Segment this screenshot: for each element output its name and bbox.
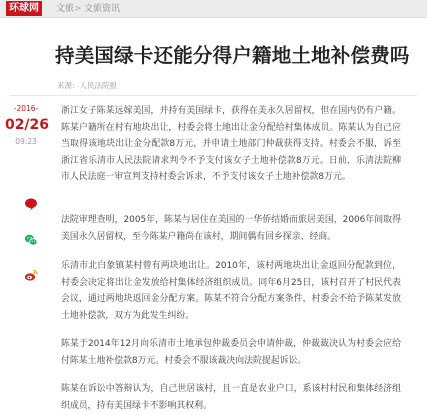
wechat-icon[interactable] [24,233,38,247]
publish-year: -2016- [13,104,39,113]
comment-icon[interactable] [24,197,38,211]
article-paragraph: 陈某于2014年12月向乐清市土地承包仲裁委员会申请仲裁，仲裁裁决认为村委会应给付陈某土地补偿款8万元。村委会不服该裁决向法院提起诉讼。 [61,339,401,366]
article-paragraph: 乐清市北白象镇某村曾有两块地出让。2010年，该村两地块出让金返回分配款到位，村委会决定将出让金发放给村集体经济组织成员。同年6月25日，该村召开了村民代表会议，通过两地块返回金分配方案。陈某不符合分配方案条件，村委会不给予陈某发放土地补偿款，双方为此发生纠纷。 [61,261,401,321]
article-source: 来源：人民法院报 [57,81,117,90]
breadcrumb-separator: > [74,4,82,14]
publish-day: 02/26 [4,117,50,133]
title-divider [10,95,417,96]
breadcrumb-culture-tourism-news[interactable]: 文旅资讯 [84,4,121,14]
top-navigation-bar [0,0,427,18]
publish-time: 09:23 [15,137,37,146]
article-paragraph: 浙江女子陈某远嫁美国，并持有美国绿卡，获得在美永久居留权，但在国内仍有户籍。陈某户籍所在村有地块出让，村委会将土地出让金分配给村集体成员。陈某认为自己应当取得该地块出让金分配款8万元，并申请土地部门仲裁获得支持。村委会不服，诉至浙江省乐清市人民法院请求判令不予支付该女子土地补偿款8万元。日前，乐清法院柳市人民法庭一审宣判支持村委会诉求，不予支付该女子土地补偿款8万元。 [61,106,401,182]
article-paragraph: 法院审理查明，2005年，陈某与居住在美国的一华侨结婚而旅居美国，2006年间取得美国永久居留权，至今陈某户籍尚在该村，期间偶有回乡探亲、经商。 [61,215,401,242]
article-title: 持美国绿卡还能分得户籍地土地补偿费吗 [55,44,410,67]
site-logo[interactable]: 环球网 [6,1,42,16]
breadcrumb-culture-tourism[interactable]: 文旅 [56,4,75,14]
weibo-icon[interactable] [24,268,38,282]
article-paragraph: 陈某在诉讼中答辩认为，自己世居该村，且一直是农业户口，系该村村民和集体经济组织成员，持有美国绿卡不影响其权利。 [61,384,401,411]
